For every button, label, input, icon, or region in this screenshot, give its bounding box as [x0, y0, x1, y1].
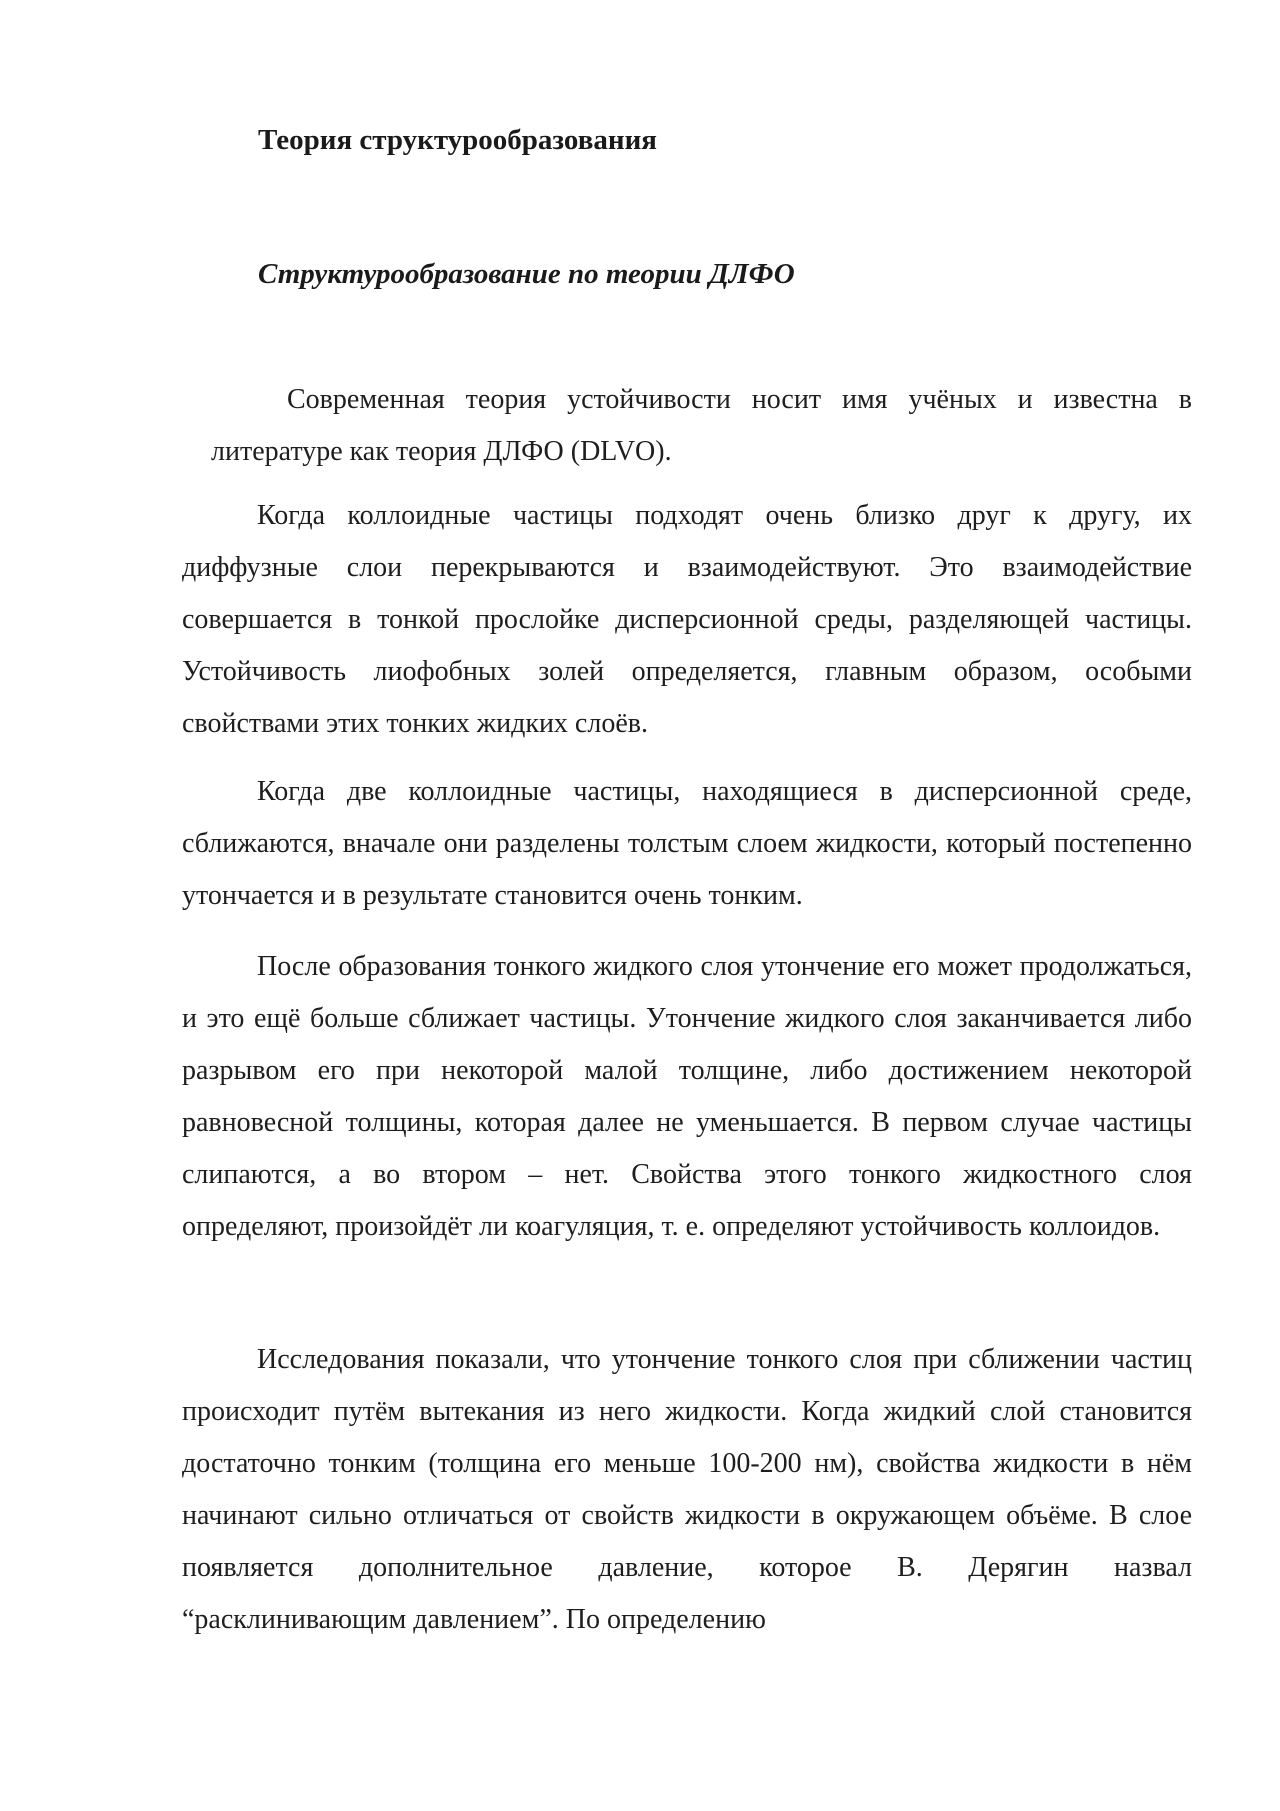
section-subtitle: Структурообразование по теории ДЛФО: [258, 258, 795, 290]
document-title: Теория структурообразования: [258, 124, 657, 156]
paragraph: Когда две коллоидные частицы, находящиеся в дисперсионной среде, сближаются, вначале они разделены толстым слоем жидкости, который постепенно утончается и в результате становится очень тонким.: [182, 776, 1192, 911]
paragraph: Исследования показали, что утончение тонкого слоя при сближении частиц происходит путём вытекания из него жидкости. Когда жидкий слой становится достаточно тонким (толщина его меньше 100-200 нм), свойства жидкости в нём начинают сильно отличаться от свойств жидкости в окружающем объёме. В слое появляется дополнительное давление, которое В. Дерягин назвал “расклинивающим давлением”. По определению: [182, 1344, 1192, 1635]
paragraph: После образования тонкого жидкого слоя утончение его может продолжаться, и это ещё больше сближает частицы. Утончение жидкого слоя заканчивается либо разрывом его при некоторой малой толщине, либо достижением некоторой равновесной толщины, которая далее не уменьшается. В первом случае частицы слипаются, а во втором – нет. Свойства этого тонкого жидкостного слоя определяют, произойдёт ли коагуляция, т. е. определяют устойчивость коллоидов.: [182, 951, 1192, 1242]
paragraph: Когда коллоидные частицы подходят очень близко друг к другу, их диффузные слои перекрываются и взаимодействуют. Это взаимодействие совершается в тонкой прослойке дисперсионной среды, разделяющей частицы. Устойчивость лиофобных золей определяется, главным образом, особыми свойствами этих тонких жидких слоёв.: [182, 500, 1192, 739]
paragraph-intro: Современная теория устойчивости носит имя учёных и известна в литературе как теория ДЛФО (DLVO).: [211, 384, 1192, 467]
